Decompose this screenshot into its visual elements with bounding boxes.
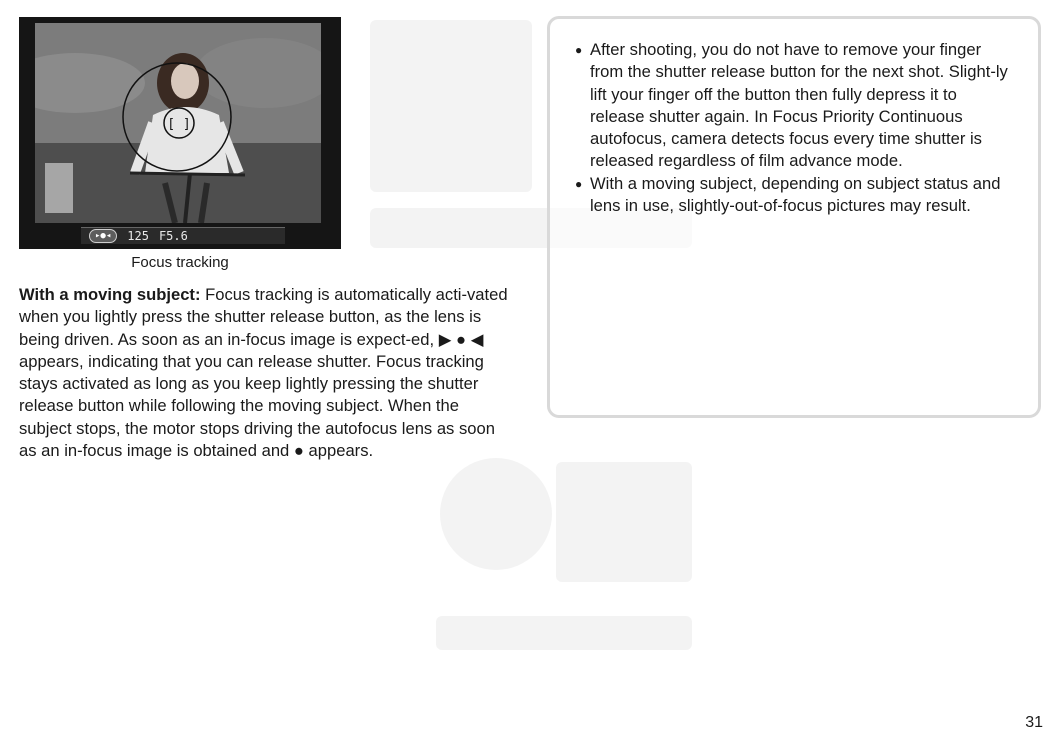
notes-list <box>575 39 1015 217</box>
focus-tracking-paragraph <box>19 284 511 462</box>
shutter-speed-readout: 125 <box>127 229 149 243</box>
bleed-through-circle <box>440 458 552 570</box>
notes-box <box>547 16 1041 418</box>
viewfinder-image <box>19 17 341 249</box>
bleed-through-panel <box>556 462 692 582</box>
aperture-readout: F5.6 <box>158 229 188 243</box>
cyclist-photo <box>35 23 321 223</box>
paragraph-body: Focus tracking is automatically acti-vated when you lightly press the shutter release button, as the lens is being driven. As soon as an in-focus image is expect-ed, ▶ ● ◀ appears, indicating that you can release shutter. Focus tracking stays activated as long as you keep lightly pressing the shutter release button while following the moving subject. When the subject stops, the motor stops driving the autofocus lens as soon as an in-focus image is obtained and ● appears. <box>19 285 508 461</box>
figure-caption: Focus tracking <box>131 254 229 271</box>
focus-indicator: ▸●◂ <box>89 229 117 243</box>
svg-text:[ ]: [ ] <box>167 117 191 132</box>
viewfinder-scene <box>35 23 321 223</box>
bleed-through-bar <box>436 616 692 650</box>
note-item: ● After shooting, you do not have to remove your finger from the shutter release button for the next shot. Slight-ly lift your finger off the button then fully depress it to release shutter again. In Focus Priority Continuous autofocus, camera detects focus every time shutter is released regardless of film advance mode. <box>575 39 1015 173</box>
page-number: 31 <box>1025 714 1043 731</box>
paragraph-lead: With a moving subject: <box>19 285 201 304</box>
viewfinder-readout <box>81 227 285 244</box>
bleed-through-panel <box>370 20 532 192</box>
note-item: ● With a moving subject, depending on subject status and lens in use, slightly-out-of-focus pictures may result. <box>575 173 1015 218</box>
